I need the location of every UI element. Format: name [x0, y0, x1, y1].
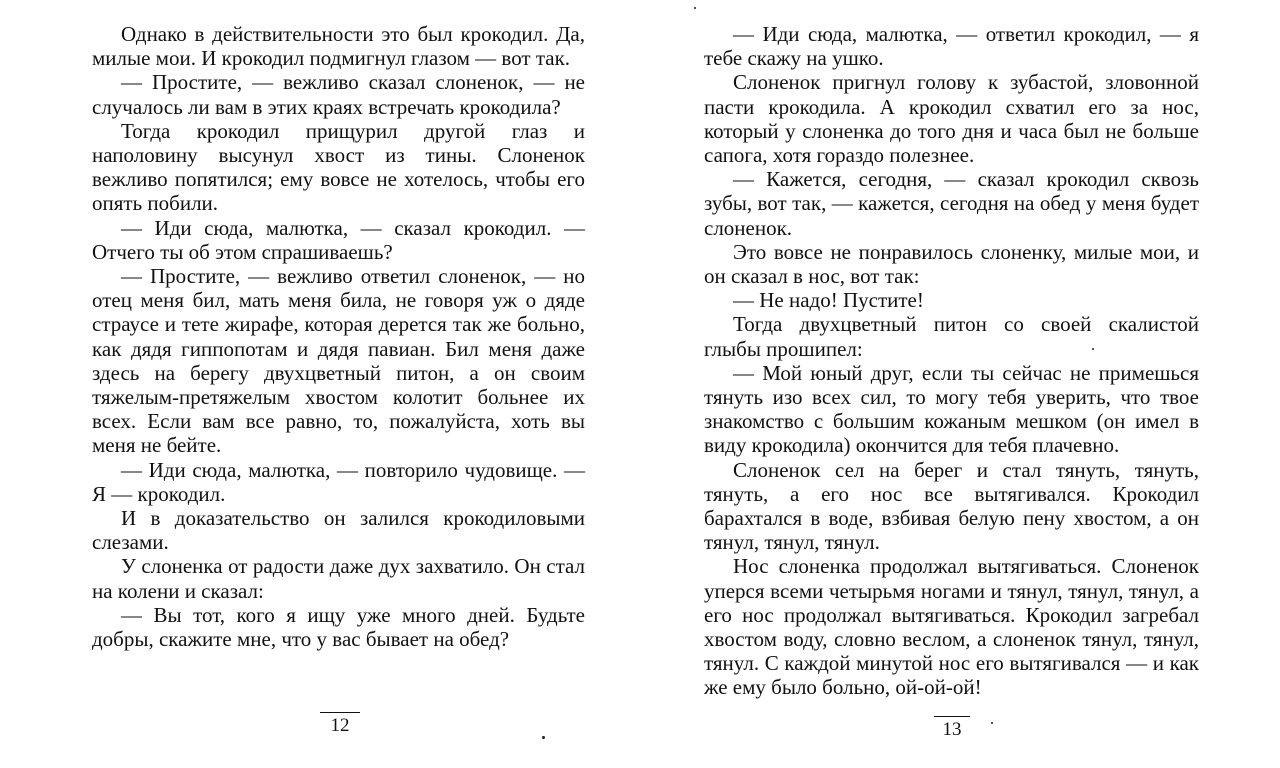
scan-speck	[694, 7, 696, 9]
paragraph: У слоненка от радости даже дух захватило. Он стал на колени и сказал:	[92, 554, 585, 603]
page-number-left: 12	[320, 712, 360, 737]
paragraph: Нос слоненка продолжал вытягиваться. Слоненок уперся всеми четырьмя ногами и тянул, тянул, тянул, а его нос продолжал вытягиваться. Крокодил загребал хвостом воду, словно веслом, а слоненок тянул, тянул, тянул. С каждой минутой нос его вытягивался — и как же ему было больно, ой-ой-ой!	[704, 554, 1199, 700]
paragraph: — Вы тот, кого я ищу уже много дней. Будьте добры, скажите мне, что у вас бывает на обед?	[92, 602, 585, 652]
paragraph: — Кажется, сегодня, — сказал крокодил сквозь зубы, вот так, — кажется, сегодня на обед у меня будет слоненок.	[704, 167, 1199, 240]
paragraph: Тогда двухцветный питон со своей скалистой глыбы прошипел:	[704, 312, 1199, 361]
paragraph: Слоненок сел на берег и стал тянуть, тянуть, тянуть, а его нос все вытягивался. Крокодил барахтался в воде, взбивая белую пену хвостом, а он тянул, тянул, тянул.	[704, 457, 1199, 555]
paragraph: — Не надо! Пустите!	[733, 288, 924, 313]
paragraph: — Мой юный друг, если ты сейчас не примешься тянуть изо всех сил, то могу тебя уверить, что твое знакомство с большим кожаным мешком (он имел в виду крокодила) окончится для тебя плачевно.	[704, 360, 1199, 458]
paragraph: — Иди сюда, малютка, — ответил крокодил, — я тебе скажу на ушко.	[704, 22, 1199, 71]
page-number-right: 13	[934, 716, 970, 741]
paragraph: Тогда крокодил прищурил другой глаз и наполовину высунул хвост из тины. Слоненок вежливо попятился; ему вовсе не хотелось, чтобы его опять побили.	[92, 118, 585, 216]
scan-speck	[991, 722, 993, 724]
left-page-text	[92, 22, 585, 651]
paragraph: И в доказательство он залился крокодиловыми слезами.	[92, 506, 585, 555]
paragraph: Однако в действительности это был крокодил. Да, милые мои. И крокодил подмигнул глазом — вот так.	[92, 22, 585, 71]
scan-speck	[542, 736, 545, 739]
scan-speck	[1092, 348, 1094, 350]
paragraph: — Простите, — вежливо ответил слоненок, — но отец меня бил, мать меня била, не говоря уж о дяде страусе и тете жирафе, которая дерется так же больно, как дядя гиппопотам и дядя павиан. Бил меня даже здесь на берегу двухцветный питон, а он своим тяжелым-претяжелым хвостом колотит больнее их всех. Если вам все равно, то, пожалуйста, хоть вы меня не бейте.	[92, 264, 585, 458]
paragraph: — Простите, — вежливо сказал слоненок, — не случалось ли вам в этих краях встречать крокодила?	[92, 70, 585, 119]
paragraph: Это вовсе не понравилось слоненку, милые мои, и он сказал в нос, вот так:	[704, 239, 1199, 289]
paragraph: — Иди сюда, малютка, — сказал крокодил. — Отчего ты об этом спрашиваешь?	[92, 215, 585, 264]
paragraph: Слоненок пригнул голову к зубастой, зловонной пасти крокодила. А крокодил схватил его за нос, который у слоненка до того дня и часа был не больше сапога, хотя гораздо полезнее.	[704, 70, 1199, 168]
paragraph: — Иди сюда, малютка, — повторило чудовище. — Я — крокодил.	[92, 457, 585, 506]
right-page-text	[704, 22, 1199, 700]
